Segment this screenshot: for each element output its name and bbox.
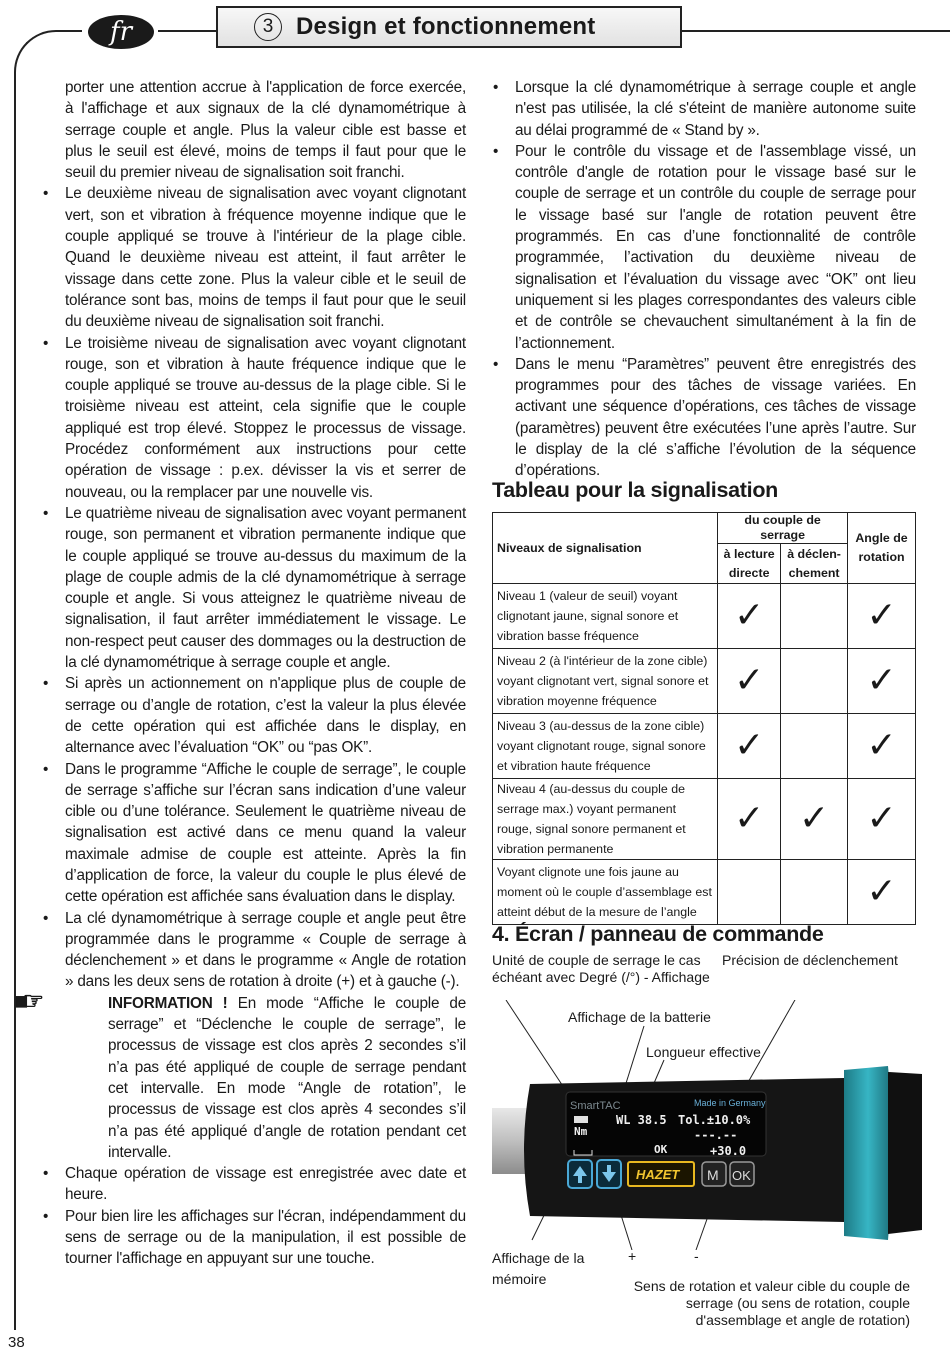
row-label: Niveau 4 (au-dessus du couple de serrage max.) voyant permanent rouge, signal sonore permanent et vibration permanente [493, 779, 718, 860]
table-body [493, 584, 916, 925]
ok-value: OK [654, 1143, 668, 1156]
check-cell-direct [718, 714, 781, 779]
checkmark-icon: ✓ [866, 798, 897, 839]
table-row [493, 779, 916, 860]
header-group: du couple de serrage [718, 513, 848, 544]
check-cell-direct [718, 779, 781, 860]
checkmark-icon: ✓ [734, 725, 765, 766]
table-row [493, 714, 916, 779]
bullet-text: Lorsque la clé dynamométrique à serrage couple et angle n'est pas utilisée, la clé s'éteint de manière autonome suite au délai programmé de « Stand by ». [515, 79, 916, 139]
bullet-dot: • [43, 675, 49, 693]
section-title: Design et fonctionnement [296, 13, 596, 40]
section-title-box [216, 6, 682, 48]
checkmark-icon: ✓ [734, 798, 765, 839]
header-direct: à lecture directe [718, 544, 781, 584]
row-label: Niveau 2 (à l'intérieur de la zone cible) voyant clignotant vert, signal sonore et vibration moyenne fréquence [493, 649, 718, 714]
bullet-item [42, 759, 466, 908]
information-text: En mode “Affiche le couple de serrage” et “Déclenche le couple de serrage”, le processus de vissage est clos après 2 secondes s’il n’a pas été appliqué de couple de serrage pendant cet intervalle. En mode “Angle de rotation”, le processus de vissage est clos après 4 secondes s’il n’a pas été appliqué d’angle de rotation pendant cet intervalle. [108, 994, 466, 1161]
checkmark-icon: ✓ [734, 660, 765, 701]
display-heading: 4. Écran / panneau de commande [492, 922, 824, 946]
tol-value: Tol.±10.0% [678, 1113, 751, 1127]
label-unit: Unité de couple de serrage le cas échéant avec Degré (/°) - Affichage [492, 952, 710, 985]
bullet-item [492, 141, 916, 354]
right-column [492, 77, 916, 482]
check-cell-angle [848, 714, 916, 779]
check-cell-trigger [781, 714, 848, 779]
bullet-dot: • [43, 760, 49, 778]
check-cell-trigger [781, 649, 848, 714]
header-trigger: à déclen-chement [781, 544, 848, 584]
bullet-text: Pour bien lire les affichages sur l'écran, indépendamment du sens de serrage ou de la manipulation, il est possible de tourner l'affichage en appuyant sur une touche. [65, 1207, 466, 1268]
language-badge: fr [88, 15, 154, 49]
bullet-item [492, 354, 916, 482]
bullet-text: Pour le contrôle du vissage et de l'assemblage vissé, un contrôle d'angle de rotation pour le vissage basé sur le couple de serrage et un contrôle du couple de serrage pour le vissage basé sur l'angle de rotation peuvent être programmés. En cas d’une fonctionnalité de contrôle programmée, l’activation du deuxième niveau de signalisation et l’évaluation du vissage avec “OK” ont lieu uniquement si les plages correspondantes des valeurs cible et de contrôle se chevauchent simultanément à la fin de l’actionnement. [515, 142, 916, 352]
page-number: 38 [8, 1334, 25, 1351]
bullet-text: Le deuxième niveau de signalisation avec voyant clignotant vert, son et vibration à fréquence moyenne indique que le couple appliqué se trouve à l'intérieur de la plage cible. Quand le deuxième niveau est atteint, il faut arrêter le vissage dans cette zone. Plus la valeur cible et le seuil de tolérance sont bas, moins de temps il faut pour que le seuil du deuxième niveau de signalisation soit franchi. [65, 185, 466, 331]
table-heading: Tableau pour la signalisation [492, 478, 778, 502]
target-value: +30.0 [710, 1144, 747, 1158]
made-label: Made in Germany [694, 1098, 766, 1108]
check-cell-angle [848, 860, 916, 925]
wrench-display-illustration [492, 1000, 922, 1250]
left-column [14, 77, 466, 1270]
checkmark-icon: ✓ [866, 595, 897, 636]
menu-button-label: M [707, 1167, 719, 1183]
row-label: Voyant clignote une fois jaune au moment où le couple d’assemblage est atteint début de la mesure de l’angle [493, 860, 718, 925]
label-minus: - [694, 1248, 699, 1264]
information-note [14, 987, 466, 1163]
check-cell-angle [848, 649, 916, 714]
information-label: INFORMATION ! [108, 994, 228, 1012]
bullet-item [42, 673, 466, 758]
label-memory: Affichage de la mémoire [492, 1250, 585, 1287]
check-cell-trigger [781, 584, 848, 649]
bullet-text: Chaque opération de vissage est enregistrée avec date et heure. [65, 1165, 466, 1204]
bullet-text: Le troisième niveau de signalisation avec voyant clignotant rouge, son et vibration à haute fréquence indique que le couple appliqué se trouve au-dessus de la plage cible. Si le troisième niveau est atteint, cela signifie que le couple appliqué est trop élevé. Stoppez le processus de vissage. Procédez conformément aux instructions pour cette opération de vissage : p.ex. dévisser la vis et serrer de nouveau, ou la remplacer par une nouvelle vis. [65, 334, 466, 501]
bullet-item [42, 333, 466, 503]
check-cell-angle [848, 584, 916, 649]
checkmark-icon: ✓ [866, 871, 897, 912]
bullet-item [492, 77, 916, 141]
section-number: 3 [254, 13, 282, 41]
check-cell-direct [718, 584, 781, 649]
label-direction: Sens de rotation et valeur cible du couple de serrage (ou sens de rotation, couple d'assemblage et angle de rotation) [633, 1278, 910, 1328]
check-cell-trigger [781, 779, 848, 860]
check-cell-direct [718, 649, 781, 714]
unit-value: Nm [574, 1125, 588, 1138]
label-plus: + [628, 1248, 637, 1264]
ok-button-label: OK [732, 1168, 751, 1183]
label-precision: Précision de déclenchement [722, 952, 898, 968]
hazet-logo-text: HAZET [636, 1167, 680, 1182]
table-row [493, 649, 916, 714]
bullet-dot: • [43, 1207, 49, 1225]
table-row [493, 584, 916, 649]
label-length: Longueur effective [646, 1044, 761, 1060]
check-cell-angle [848, 779, 916, 860]
pointing-hand-icon: ■☞ [14, 987, 39, 1015]
checkmark-icon: ✓ [799, 798, 830, 839]
table-header-row [493, 513, 916, 544]
header-angle: Angle de rotation [848, 513, 916, 584]
battery-icon [574, 1116, 588, 1123]
bullet-text: Si après un actionnement on n'applique plus de couple de serrage ou d’angle de rotation, c’est la valeur la plus élevée de cette opération qui est affichée dans le display, en alternance avec l’évaluation “OK” ou “pas OK”. [65, 675, 466, 757]
bullet-dot: • [493, 142, 499, 160]
brand-label: SmartTAC [570, 1100, 621, 1112]
label-battery: Affichage de la batterie [568, 1009, 711, 1025]
bullet-dot: • [43, 1165, 49, 1183]
check-cell-trigger [781, 860, 848, 925]
checkmark-icon: ✓ [866, 660, 897, 701]
signal-table [492, 512, 916, 925]
row-label: Niveau 3 (au-dessus de la zone cible) voyant clignotant rouge, signal sonore et vibration haute fréquence [493, 714, 718, 779]
header-levels: Niveaux de signalisation [493, 513, 718, 584]
wl-value: WL 38.5 [616, 1113, 667, 1127]
bullet-text: Dans le menu “Paramètres” peuvent être enregistrés des programmes pour des tâches de vissage variées. En activant une séquence d’opérations, ces tâches de vissage (paramètres) peuvent être exécutées l’une après l’autre. Sur le display de la clé s’affiche l’évolution de la séquence d’opérations. [515, 355, 916, 480]
bullet-text: Dans le programme “Affiche le couple de serrage”, le couple de serrage s’affiche sur l’écran sans indication d’une valeur cible ou d’une tolérance. Seulement le quatrième niveau de signalisation est activé dans ce menu quand la valeur maximale admise de couple est atteinte. Après la fin d’application de force, la valeur du couple le plus élevé de cette opération est affichée sans évaluation dans le display. [65, 760, 466, 906]
bullet-dot: • [43, 909, 49, 927]
table-row [493, 860, 916, 925]
bullet-dot: • [43, 334, 49, 352]
check-cell-direct [718, 860, 781, 925]
bullet-text: La clé dynamométrique à serrage couple et angle peut être programmée dans le programme « Couple de serrage à déclenchement » et dans le programme « Angle de rotation » dans les deux sens de rotation à droite (+) et à gauche (-). [65, 909, 466, 991]
bullet-item [42, 908, 466, 993]
wrench-teal-ring [844, 1066, 892, 1240]
bullet-item [42, 1163, 466, 1206]
checkmark-icon: ✓ [734, 595, 765, 636]
wrench-grip [888, 1072, 922, 1234]
checkmark-icon: ✓ [866, 725, 897, 766]
bullet-item [42, 1206, 466, 1270]
bullet-item [42, 503, 466, 673]
bullet-text: Le quatrième niveau de signalisation avec voyant permanent rouge, son permanent et vibration permanente indique que le couple appliqué se trouve au-dessus du maximum de la plage de couple admis de la clé dynamométrique à serrage couple et angle. Si vous atteignez le quatrième niveau de signalisation, il faut arrêter immédiatement le vissage. Le non-respect peut causer des dommages ou la destruction de la clé dynamométrique à serrage couple et angle. [65, 504, 466, 672]
bullet-item [42, 183, 466, 332]
row-label: Niveau 1 (valeur de seuil) voyant clignotant jaune, signal sonore et vibration basse fréquence [493, 584, 718, 649]
bullet-dot: • [493, 355, 499, 373]
intro-paragraph: porter une attention accrue à l'application de force exercée, à l'affichage et aux signaux de la clé dynamométrique à serrage couple et angle. Plus la valeur cible est basse et plus le seuil est élevé, moins de temps il faut pour que le seuil du premier niveau de signalisation soit franchi. [65, 79, 466, 182]
bullet-dot: • [43, 185, 49, 203]
bullet-dot: • [493, 79, 499, 96]
dash-value: ---.-- [694, 1128, 738, 1142]
bullet-dot: • [43, 504, 49, 522]
